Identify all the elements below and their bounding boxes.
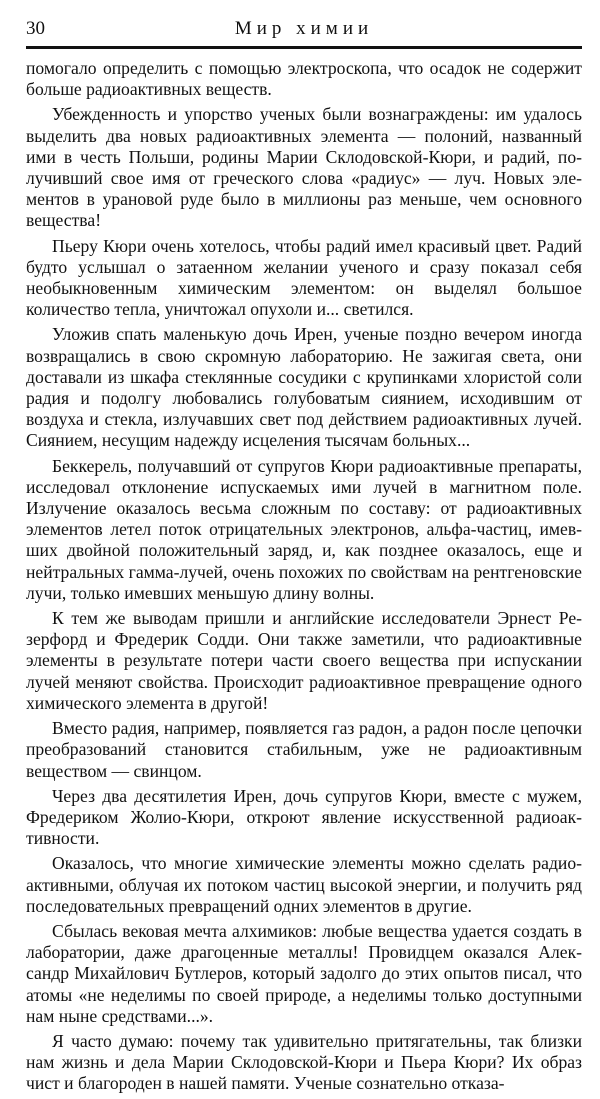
paragraph: Убежденность и упорство ученых были вознаграждены: им удалось выделить два новых радиоактивных элемента — полоний, названный ими в честь Польши, родины Марии Склодовской-Кюри, и радий, получивший свое имя от греческого слова «радиус» — луч. Новых элементов в урановой руде было в миллионы раз меньше, чем основного вещества! [26, 104, 582, 231]
paragraph: К тем же выводам пришли и английские исследователи Эрнест Резерфорд и Фредерик Содди. Они также заметили, что радиоактивные элементы в результате потери части своего вещества при испускании лучей меняют свойства. Происходит радиоактивное превращение одного химического элемента в другой! [26, 608, 582, 713]
header-rule [26, 46, 582, 49]
paragraph: Сбылась вековая мечта алхимиков: любые вещества удается создать в лаборатории, даже драгоценные металлы! Провидцем оказался Александр Михайлович Бутлеров, который задолго до этих опытов писал, что атомы «не неделимы по своей природе, а неделимы только доступными нам ныне средствами...». [26, 920, 582, 1026]
paragraph: Оказалось, что многие химические элементы можно сделать радиоактивными, облучая их потоком частиц высокой энергии, и получить ряд последовательных превращений одних элементов в другие. [26, 853, 582, 916]
page-number: 30 [26, 18, 45, 39]
paragraph: Через два десятилетия Ирен, дочь супругов Кюри, вместе с мужем, Фредериком Жолио-Кюри, откроют явление искусственной радиоактивности. [26, 785, 582, 849]
paragraph: Пьеру Кюри очень хотелось, чтобы радий имел красивый цвет. Радий будто услышал о затаенном желании ученого и сразу показал себя необыкновенным химическим элементом: он выделял большое количество тепла, уничтожал опухоли и... светился. [26, 235, 582, 320]
paragraph: Беккерель, получавший от супругов Кюри радиоактивные препараты, исследовал отклонение испускаемых ими лучей в магнитном поле. Излучение оказалось весьма сложным по составу: от радиоактивных элементов летел поток отрицательных электронов, альфа-частиц, имевших двойной положительный заряд, и, как позднее оказалось, еще и нейтральных гамма-лучей, очень похожих по свойствам на рентгеновские лучи, только имевших меньшую длину волны. [26, 455, 582, 603]
paragraph: Я часто думаю: почему так удивительно притягательны, так близки нам жизнь и дела Марии Склодовской-Кюри и Пьера Кюри? Их образ чист и благороден в нашей памяти. Ученые сознательно отказа- [26, 1030, 582, 1094]
paragraph: Уложив спать маленькую дочь Ирен, ученые поздно вечером иногда возвращались в свою скромную лабораторию. Не зажигая света, они доставали из шкафа стеклянные сосудики с крупинками хлористой соли радия и подолгу любовались голубоватым сиянием, исходившим от воздуха и стекла, излучавших свет под действием радиоактивных лучей. Сиянием, несущим надежду исцеления тысячам больных... [26, 324, 582, 451]
running-title: Мир химии [234, 18, 374, 39]
page-header [26, 18, 582, 42]
body-text [26, 58, 582, 1099]
paragraph: Вместо радия, например, появляется газ радон, а радон после цепочки преобразований становится стабильным, уже не радиоактивным веществом — свинцом. [26, 718, 582, 781]
paragraph: помогало определить с помощью электроскопа, что осадок не содержит больше радиоактивных веществ. [26, 58, 582, 100]
